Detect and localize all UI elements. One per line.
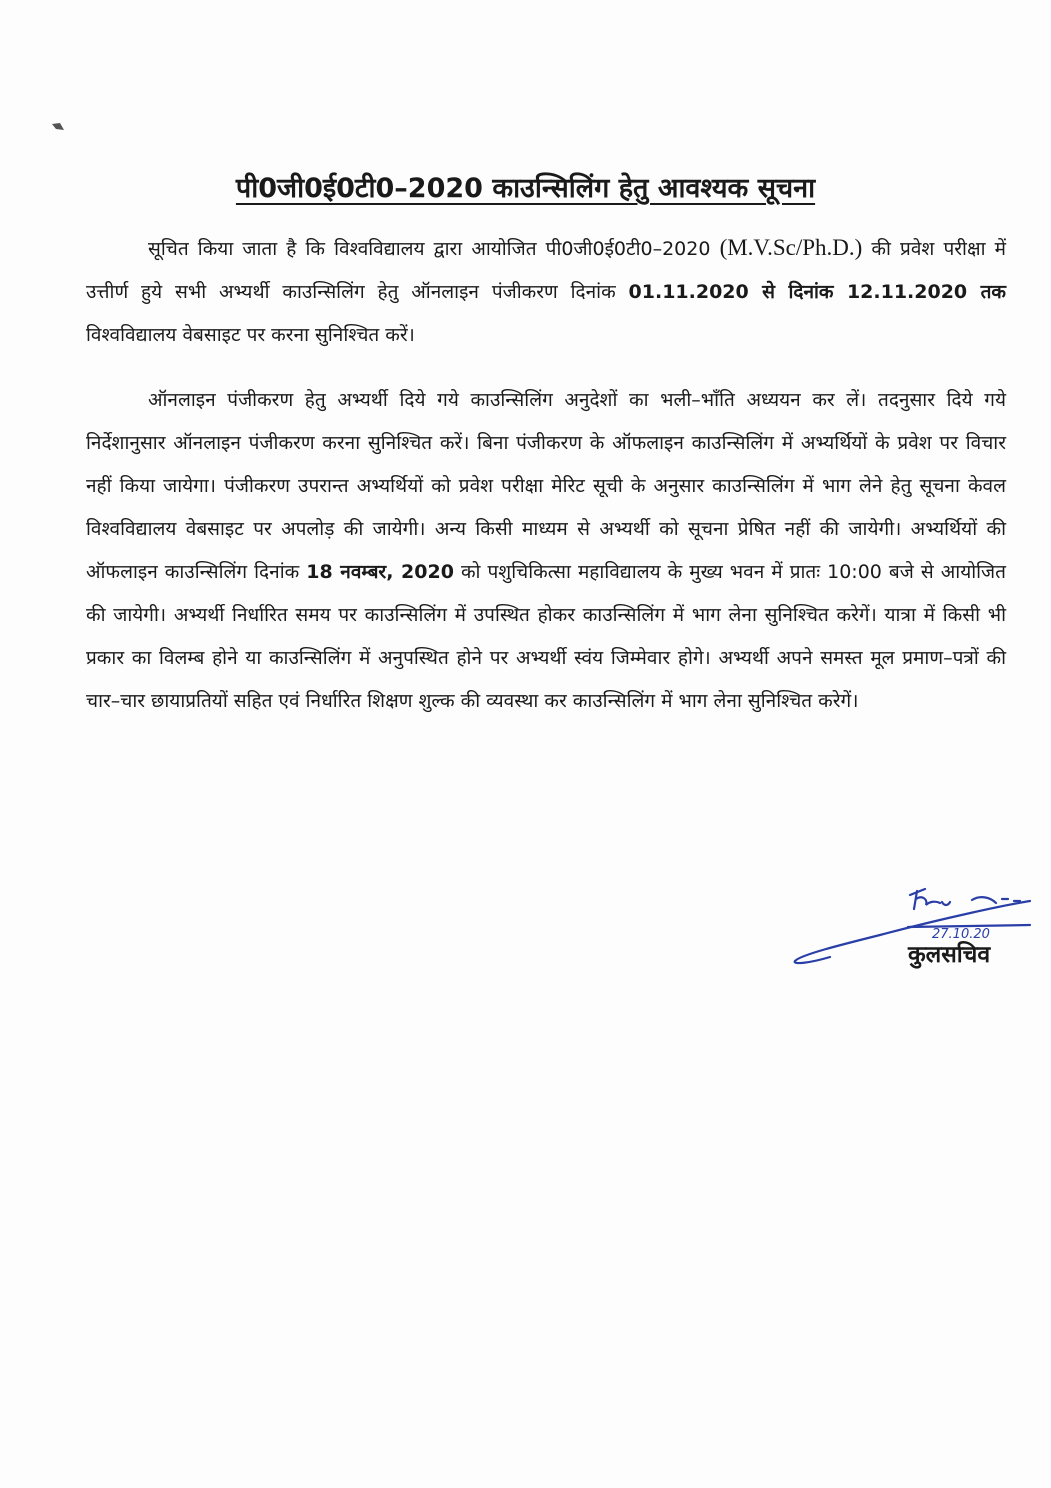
paragraph-instructions bbox=[86, 379, 1006, 723]
notice-title-text: पी0जी0ई0टी0–2020 काउन्सिलिंग हेतु आवश्यक सूचना bbox=[235, 173, 816, 204]
designation-registrar: कुलसचिव bbox=[908, 942, 991, 968]
scan-speck-mark bbox=[52, 123, 64, 131]
p1-text-2: की प्रवेश परीक्षा में उत्तीर्ण हुये सभी अभ्यर्थी काउन्सिलिंग हेतु ऑनलाइन पंजीकरण दिनांक bbox=[86, 238, 1006, 303]
p1-text-3: विश्वविद्यालय वेबसाइट पर करना सुनिश्चित करें। bbox=[86, 324, 415, 346]
p2-text-2: को पशुचिकित्सा महाविद्यालय के मुख्य भवन में प्रातः 10:00 बजे से आयोजित की जायेगी। अभ्यर्थी निर्धारित समय पर काउन्सिलिंग में उपस्थित होकर काउन्सिलिंग में भाग लेना सुनिश्चित करेगें। यात्रा में किसी भी प्रकार का विलम्ब होने या काउन्सिलिंग में अनुपस्थित होने पर अभ्यर्थी स्वंय जिम्मेवार होगे। अभ्यर्थी अपने समस्त मूल प्रमाण–पत्रों की चार–चार छायाप्रतियों सहित एवं निर्धारित शिक्षण शुल्क की व्यवस्था कर काउन्सिलिंग में भाग लेना सुनिश्चित करेगें। bbox=[86, 561, 1006, 712]
degree-label: (M.V.Sc/Ph.D.) bbox=[719, 235, 863, 260]
notice-title bbox=[0, 168, 1051, 205]
registration-date-range: 01.11.2020 से दिनांक 12.11.2020 तक bbox=[628, 281, 1006, 303]
signature-date: 27.10.20 bbox=[932, 927, 990, 942]
paragraph-registration bbox=[86, 226, 1006, 357]
counselling-date: 18 नवम्बर, 2020 bbox=[306, 561, 454, 583]
p2-text-1: ऑनलाइन पंजीकरण हेतु अभ्यर्थी दिये गये काउन्सिलिंग अनुदेशों का भली–भाँति अध्ययन कर लें। तदनुसार दिये गये निर्देशानुसार ऑनलाइन पंजीकरण करना सुनिश्चित करें। बिना पंजीकरण के ऑफलाइन काउन्सिलिंग में अभ्यर्थियों के प्रवेश पर विचार नहीं किया जायेगा। पंजीकरण उपरान्त अभ्यर्थियों को प्रवेश परीक्षा मेरिट सूची के अनुसार काउन्सिलिंग में भाग लेने हेतु सूचना केवल विश्वविद्यालय वेबसाइट पर अपलोड़ की जायेगी। अन्य किसी माध्यम से अभ्यर्थी को सूचना प्रेषित नहीं की जायेगी। अभ्यर्थियों की ऑफलाइन काउन्सिलिंग दिनांक bbox=[86, 389, 1006, 583]
p1-text-1: सूचित किया जाता है कि विश्वविद्यालय द्वारा आयोजित पी0जी0ई0टी0–2020 bbox=[148, 238, 720, 260]
signature-block bbox=[790, 875, 1040, 985]
